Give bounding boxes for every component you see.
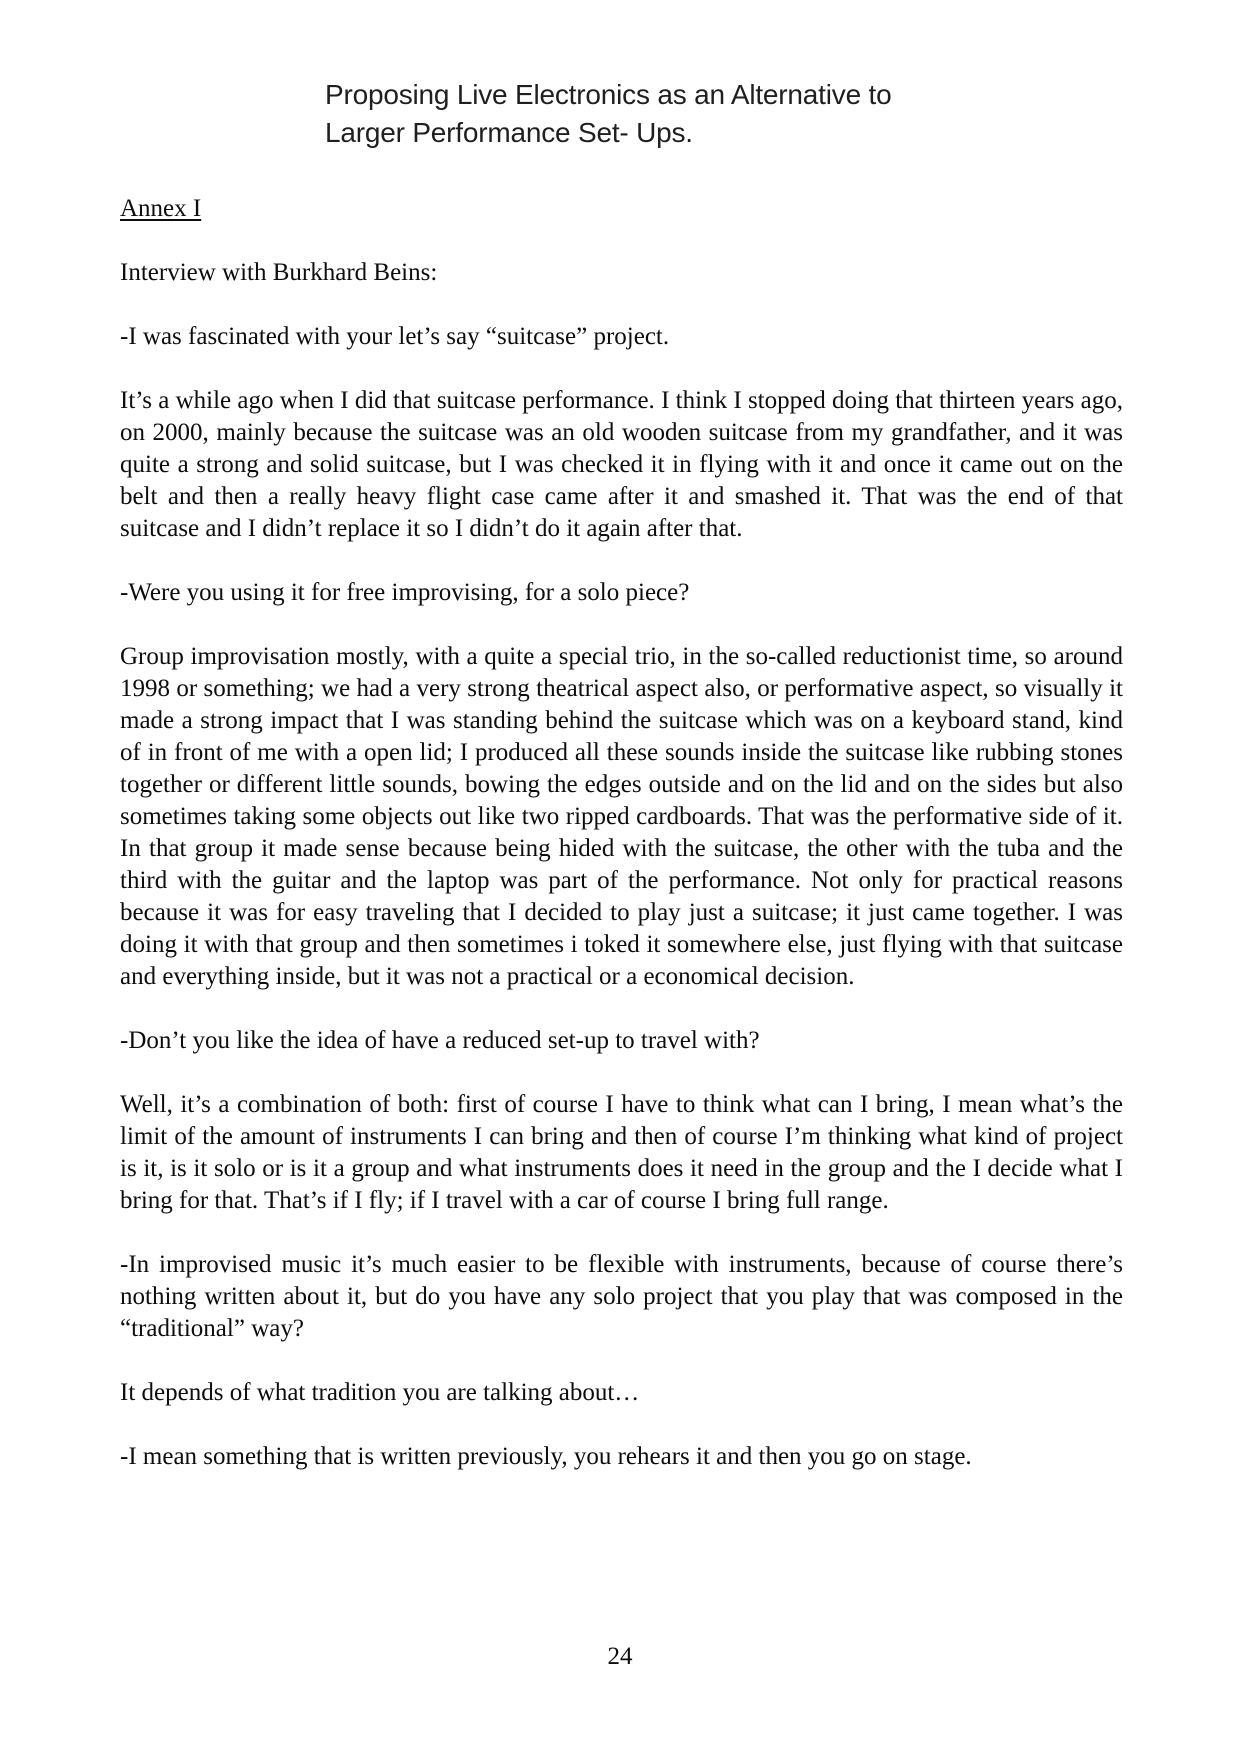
section-heading-text: Annex I (120, 195, 202, 222)
section-heading (120, 193, 1123, 225)
title-line-1: Proposing Live Electronics as an Alternative to (325, 79, 892, 110)
interview-question: -Were you using it for free improvising, for a solo piece? (120, 579, 690, 606)
interview-answer: It depends of what tradition you are talking about… (120, 1379, 640, 1406)
interview-question: -I was fascinated with your let’s say “suitcase” project. (120, 323, 670, 350)
interview-answer: Group improvisation mostly, with a quite a special trio, in the so-called reductionist time, so around 1998 or something; we had a very strong theatrical aspect also, or performative aspect, so visually it made a strong impact that I was standing behind the suitcase which was on a keyboard stand, kind of in front of me with a open lid; I produced all these sounds inside the suitcase like rubbing stones together or different little sounds, bowing the edges outside and on the lid and on the sides but also sometimes taking some objects out like two ripped cardboards. That was the performative side of it. In that group it made sense because being hided with the suitcase, the other with the tuba and the third with the guitar and the laptop was part of the performance. Not only for practical reasons because it was for easy traveling that I decided to play just a suitcase; it just came together. I was doing it with that group and then sometimes i toked it somewhere else, just flying with that suitcase and everything inside, but it was not a practical or a economical decision. (120, 643, 1123, 990)
page-title (325, 76, 1123, 152)
interview-question: -Don’t you like the idea of have a reduced set-up to travel with? (120, 1027, 760, 1054)
interview-body (120, 321, 1123, 1473)
interview-subheading: Interview with Burkhard Beins: (120, 259, 438, 286)
interview-question: -In improvised music it’s much easier to be flexible with instruments, because of course there’s nothing written about it, but do you have any solo project that you play that was composed in the “traditional” way? (120, 1251, 1123, 1342)
title-line-2: Larger Performance Set- Ups. (325, 117, 693, 148)
page-number: 24 (607, 1643, 633, 1670)
interview-answer: Well, it’s a combination of both: first of course I have to think what can I bring, I mean what’s the limit of the amount of instruments I can bring and then of course I’m thinking what kind of project is it, is it solo or is it a group and what instruments does it need in the group and the I decide what I bring for that. That’s if I fly; if I travel with a car of course I bring full range. (120, 1091, 1123, 1214)
interview-question: -I mean something that is written previously, you rehears it and then you go on stage. (120, 1443, 972, 1470)
interview-answer: It’s a while ago when I did that suitcase performance. I think I stopped doing that thirteen years ago, on 2000, mainly because the suitcase was an old wooden suitcase from my grandfather, and it was quite a strong and solid suitcase, but I was checked it in flying with it and once it came out on the belt and then a really heavy flight case came after it and smashed it. That was the end of that suitcase and I didn’t replace it so I didn’t do it again after that. (120, 387, 1123, 542)
